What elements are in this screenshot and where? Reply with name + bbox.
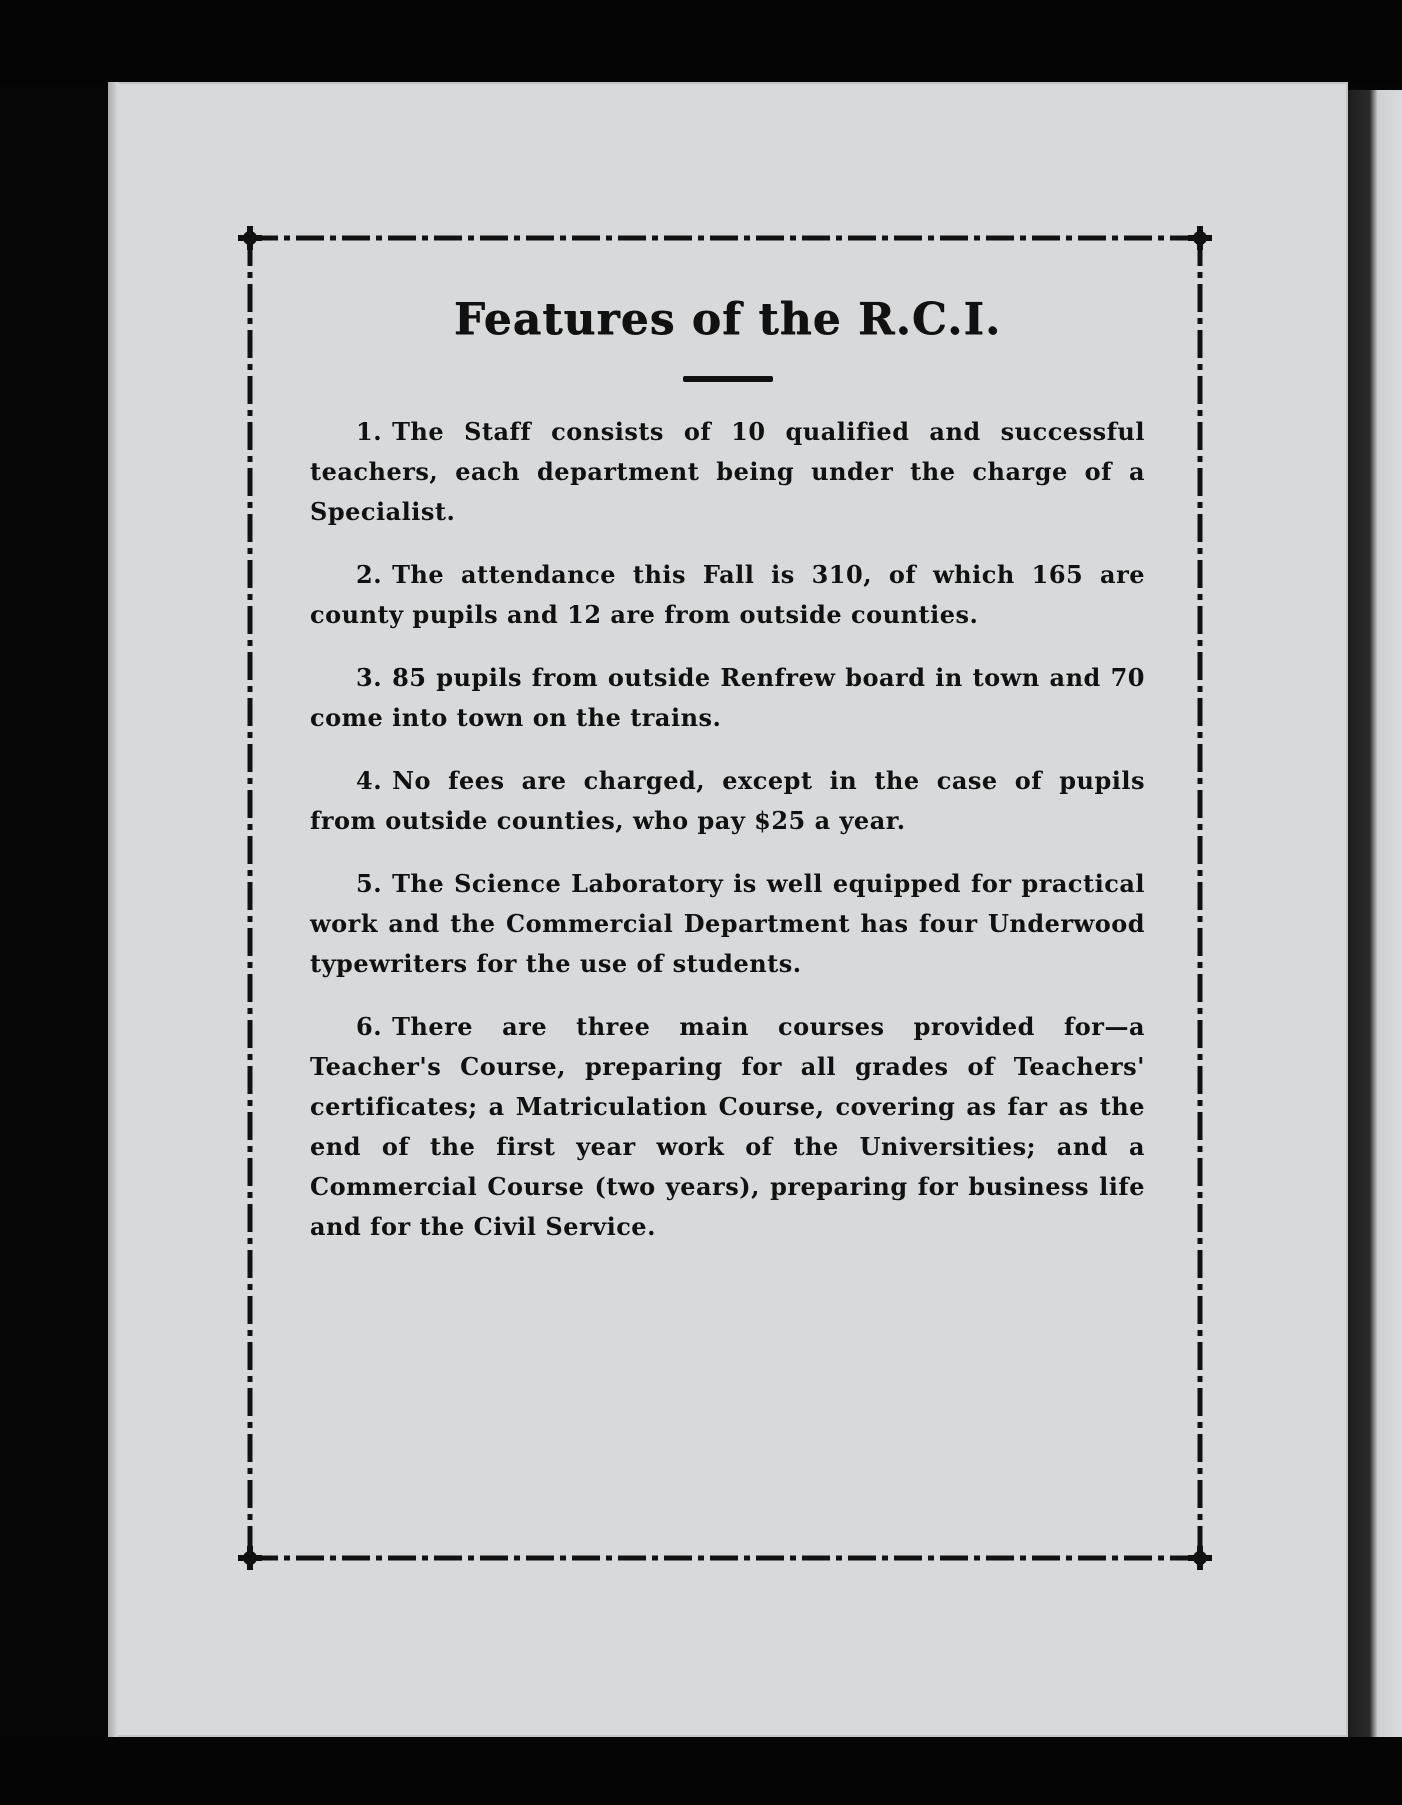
- feature-item-4: [310, 761, 1145, 841]
- next-page-edge: [1348, 90, 1402, 1750]
- title-rule: [683, 376, 773, 382]
- feature-number: 1.: [356, 417, 383, 446]
- feature-text: The Staff consists of 10 qualified and successful teachers, each department being under the charge of a Specialist.: [310, 417, 1145, 526]
- feature-text: The Science Laboratory is well equipped for practical work and the Commercial Department has four Underwood typewriters for the use of students.: [310, 869, 1145, 978]
- page-title: Features of the R.C.I.: [453, 294, 1002, 345]
- feature-text: No fees are charged, except in the case of pupils from outside counties, who pay $25 a year.: [310, 766, 1145, 835]
- feature-text: The attendance this Fall is 310, of which 165 are county pupils and 12 are from outside counties.: [310, 560, 1145, 629]
- feature-item-1: [310, 412, 1145, 532]
- feature-number: 4.: [356, 766, 383, 795]
- document-content: [310, 290, 1145, 1490]
- feature-item-5: [310, 864, 1145, 984]
- scan-top-edge: [0, 0, 1402, 84]
- feature-list: [310, 412, 1145, 1247]
- feature-text: 85 pupils from outside Renfrew board in town and 70 come into town on the trains.: [310, 663, 1145, 732]
- feature-number: 6.: [356, 1012, 383, 1041]
- feature-number: 2.: [356, 560, 383, 589]
- feature-item-6: [310, 1007, 1145, 1247]
- feature-number: 5.: [356, 869, 383, 898]
- feature-item-3: [310, 658, 1145, 738]
- feature-text: There are three main courses provided for—a Teacher's Course, preparing for all grades of Teachers' certificates; a Matriculation Course, covering as far as the end of the first year work of the Universities; and a Commercial Course (two years), preparing for business life and for the Civil Service.: [310, 1012, 1145, 1241]
- feature-item-2: [310, 555, 1145, 635]
- page-left-shadow: [108, 82, 118, 1737]
- scan-bottom-edge: [0, 1737, 1402, 1805]
- feature-number: 3.: [356, 663, 383, 692]
